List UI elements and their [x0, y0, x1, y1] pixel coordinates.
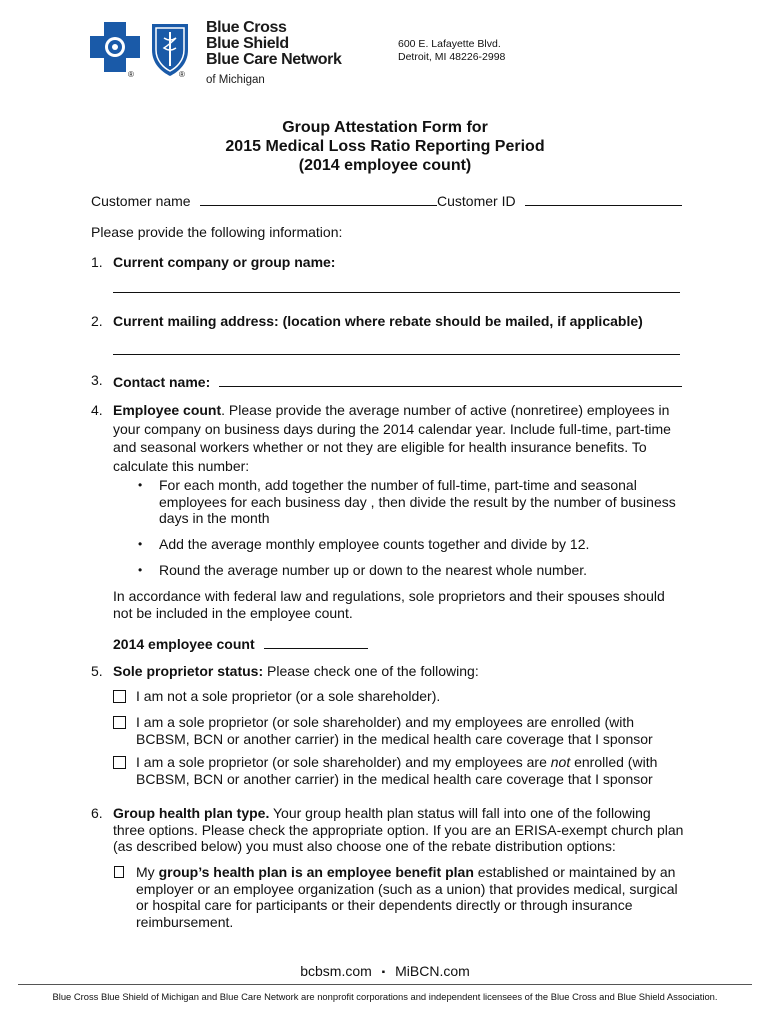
bullet-item: Add the average monthly employee counts together and divide by 12.: [159, 536, 590, 552]
brand-line: Blue Cross: [206, 19, 287, 36]
address-line: 600 E. Lafayette Blvd.: [398, 38, 501, 50]
mailing-address-label: Current mailing address: (location where rebate should be mailed, if applicable): [113, 313, 643, 329]
option-label: [136, 864, 678, 930]
title-line: Group Attestation Form for: [282, 119, 488, 136]
item-number: 1.: [91, 254, 103, 270]
contact-name-label: Contact name:: [113, 374, 211, 390]
sole-proprietor-note: [113, 588, 665, 621]
item-number: 5.: [91, 663, 103, 679]
item-number: 4.: [91, 402, 103, 418]
bullet-item: Round the average number up or down to the nearest whole number.: [159, 562, 588, 578]
brand-line: Blue Care Network: [206, 51, 342, 68]
plan-type-instructions: [113, 805, 683, 855]
form-title: [0, 118, 770, 175]
title-line: 2015 Medical Loss Ratio Reporting Period: [225, 138, 545, 155]
customer-id-label: Customer ID: [437, 193, 516, 209]
option-line: established or maintained by an: [473, 864, 676, 880]
mibcn-link[interactable]: MiBCN.com: [395, 963, 470, 979]
item-number: 3.: [91, 372, 103, 388]
separator-icon: ▪: [381, 967, 386, 978]
option-line: employer or an employee organization (such as a union) that provides medical, surgical: [136, 880, 678, 897]
option-line: I am a sole proprietor (or sole shareholder) and my employees are: [136, 754, 551, 770]
option-line: reimbursement.: [136, 913, 234, 930]
customer-name-field[interactable]: [200, 191, 437, 206]
option-label: I am not a sole proprietor (or a sole shareholder).: [136, 688, 441, 704]
option-line: BCBSM, BCN or another carrier) in the medical health care coverage that I sponsor: [136, 730, 653, 747]
employee-count-instructions: [113, 401, 683, 475]
option-bold-text: group’s health plan is an employee benefit plan: [158, 864, 474, 880]
bcbsm-link[interactable]: bcbsm.com: [300, 963, 372, 979]
address-line: Detroit, MI 48226-2998: [398, 51, 506, 63]
customer-name-label: Customer name: [91, 193, 191, 209]
employee-count-field-label: 2014 employee count: [113, 636, 255, 652]
option-line: My: [136, 864, 159, 880]
company-name-label: Current company or group name:: [113, 254, 336, 270]
employee-benefit-plan-checkbox[interactable]: [114, 866, 124, 878]
registered-mark: ®: [179, 70, 185, 79]
contact-name-field[interactable]: [219, 372, 682, 387]
bullet-line: days in the month: [159, 510, 270, 526]
option-line: BCBSM, BCN or another carrier) in the medical health care coverage that I sponsor: [136, 770, 653, 787]
not-sole-proprietor-checkbox[interactable]: [113, 690, 126, 703]
option-line: enrolled (with: [570, 754, 658, 770]
bullet-item: [159, 477, 676, 527]
brand-name: [206, 20, 341, 88]
employee-count-label: Employee count: [113, 402, 222, 418]
option-line: I am a sole proprietor (or sole shareholder) and my employees are enrolled (with: [136, 714, 635, 730]
contact-name-row: [113, 372, 682, 391]
paragraph-line: Your group health plan status will fall into one of the following: [269, 805, 651, 821]
footer-divider: [18, 984, 752, 985]
paragraph-line: . Please provide the average number of active (nonretiree) employees in: [221, 402, 670, 418]
option-line: or hospital care for participants or their dependents directly or through insurance: [136, 897, 633, 913]
sole-proprietor-instruction: Please check one of the following:: [263, 663, 479, 679]
note-line: not be included in the employee count.: [113, 604, 353, 621]
company-name-field[interactable]: [113, 292, 680, 293]
bullet-icon: •: [138, 563, 143, 577]
title-line: (2014 employee count): [298, 157, 472, 174]
plan-type-label: Group health plan type.: [113, 805, 270, 821]
paragraph-line: and seasonal workers whether or not they are eligible for health insurance benefits. To: [113, 439, 647, 455]
sole-proprietor-enrolled-checkbox[interactable]: [113, 716, 126, 729]
registered-mark: ®: [128, 70, 134, 79]
bullet-icon: •: [138, 537, 143, 551]
footer-disclaimer: Blue Cross Blue Shield of Michigan and Blue Care Network are nonprofit corporations and independent licensees of the Blue Cross and Blue Shield Association.: [52, 991, 718, 1002]
option-label: [136, 714, 653, 747]
sole-proprietor-not-enrolled-checkbox[interactable]: [113, 756, 126, 769]
sole-proprietor-heading: [113, 663, 479, 680]
footer-links: [0, 963, 770, 979]
emphasis-not: not: [550, 754, 571, 770]
intro-text: Please provide the following information:: [91, 224, 343, 240]
paragraph-line: (as described below) you must also choose one of the rebate distribution options:: [113, 838, 616, 854]
item-number: 2.: [91, 313, 103, 329]
customer-id-field[interactable]: [525, 191, 682, 206]
paragraph-line: calculate this number:: [113, 457, 250, 474]
sole-proprietor-label: Sole proprietor status:: [113, 663, 264, 679]
mailing-address-field[interactable]: [113, 354, 680, 355]
customer-name-row: [91, 191, 437, 210]
paragraph-line: your company on business days during the 2014 calendar year. Include full-time, part-time: [113, 420, 671, 437]
employee-count-field[interactable]: [264, 634, 368, 649]
note-line: In accordance with federal law and regulations, sole proprietors and their spouses should: [113, 588, 665, 604]
brand-line: of Michigan: [206, 74, 265, 86]
company-address: [398, 38, 505, 64]
employee-count-row: [113, 634, 368, 653]
bullet-line: employees for each business day , then divide the result by the number of business: [159, 493, 676, 510]
option-label: [136, 754, 657, 787]
bullet-line: For each month, add together the number of full-time, part-time and seasonal: [159, 477, 637, 493]
item-number: 6.: [91, 805, 103, 821]
customer-id-row: [437, 191, 682, 210]
paragraph-line: three options. Please check the appropriate option. If you are an ERISA-exempt church plan: [113, 821, 684, 838]
bullet-icon: •: [138, 478, 143, 492]
brand-line: Blue Shield: [206, 35, 289, 52]
